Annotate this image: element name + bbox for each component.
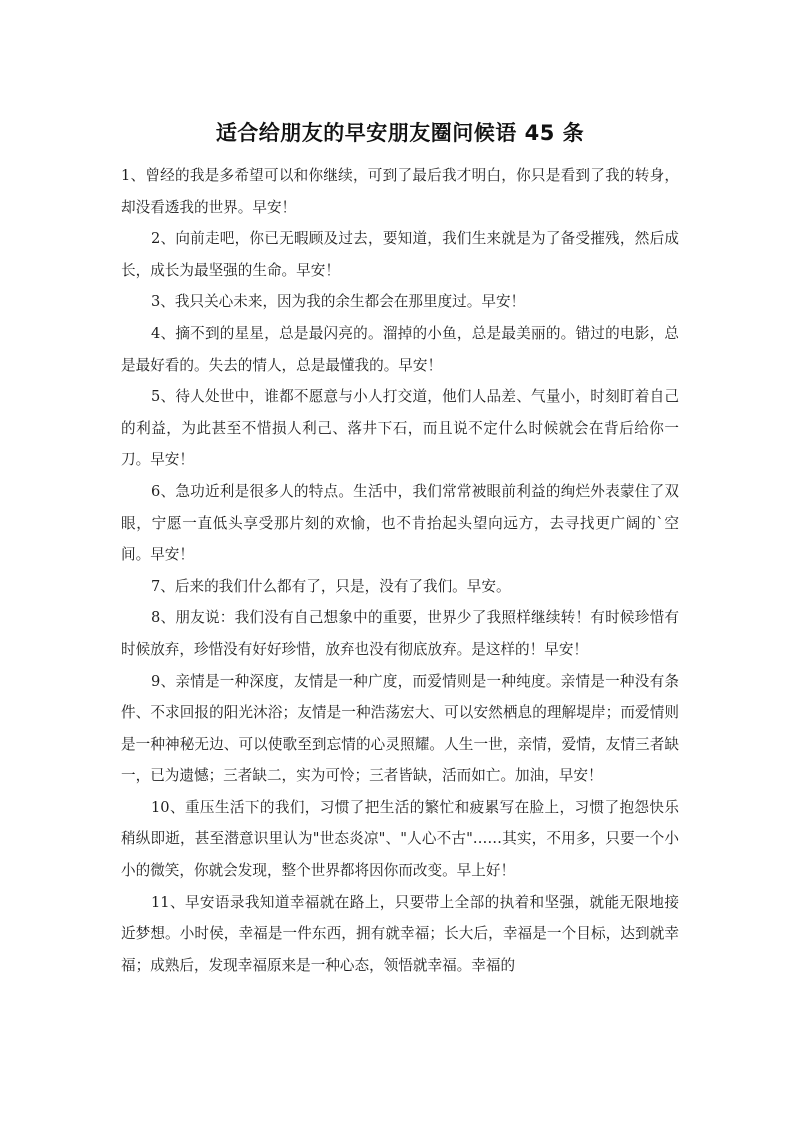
document-title: 适合给朋友的早安朋友圈问候语 45 条	[215, 121, 585, 145]
paragraph-4: 4、摘不到的星星，总是最闪亮的。溜掉的小鱼，总是最美丽的。错过的电影，总是最好看的。失去的情人，总是最懂我的。早安！	[121, 324, 679, 374]
document-body	[121, 160, 679, 981]
paragraph-10: 10、重压生活下的我们，习惯了把生活的繁忙和疲累写在脸上，习惯了抱怨快乐稍纵即逝，甚至潜意识里认为"世态炎凉"、"人心不古"……其实，不用多，只要一个小小的微笑，你就会发现，整个世界都将因你而改变。早上好！	[121, 798, 679, 880]
paragraph-2: 2、向前走吧，你已无暇顾及过去，要知道，我们生来就是为了备受摧残，然后成长，成长为最坚强的生命。早安！	[121, 230, 679, 279]
paragraph-3: 3、我只关心未来，因为我的余生都会在那里度过。早安！	[151, 293, 526, 311]
paragraph-8: 8、朋友说：我们没有自己想象中的重要，世界少了我照样继续转！有时候珍惜有时候放弃，珍惜没有好好珍惜，放弃也没有彻底放弃。是这样的！早安！	[121, 609, 679, 658]
paragraph-9: 9、亲情是一种深度，友情是一种广度，而爱情则是一种纯度。亲情是一种没有条件、不求回报的阳光沐浴；友情是一种浩荡宏大、可以安然栖息的理解堤岸；而爱情则是一种神秘无边、可以使歌至到忘情的心灵照耀。人生一世，亲情，爱情，友情三者缺一，已为遗憾；三者缺二，实为可怜；三者皆缺，活而如亡。加油，早安！	[121, 672, 679, 785]
paragraph-6: 6、急功近利是很多人的特点。生活中，我们常常被眼前利益的绚烂外表蒙住了双眼，宁愿一直低头享受那片刻的欢愉，也不肯抬起头望向远方，去寻找更广阔的`空间。早安！	[121, 482, 679, 564]
paragraph-1: 1、曾经的我是多希望可以和你继续，可到了最后我才明白，你只是看到了我的转身，却没看透我的世界。早安！	[121, 167, 679, 216]
paragraph-11: 11、早安语录我知道幸福就在路上，只要带上全部的执着和坚强，就能无限地接近梦想。小时侯，幸福是一件东西，拥有就幸福；长大后，幸福是一个目标，达到就幸福；成熟后，发现幸福原来是一种心态，领悟就幸福。幸福的	[121, 893, 679, 974]
paragraph-7: 7、后来的我们什么都有了，只是，没有了我们。早安。	[151, 577, 511, 595]
paragraph-5: 5、待人处世中，谁都不愿意与小人打交道，他们人品差、气量小，时刻盯着自己的利益，为此甚至不惜损人利己、落井下石，而且说不定什么时候就会在背后给你一刀。早安！	[121, 388, 679, 469]
